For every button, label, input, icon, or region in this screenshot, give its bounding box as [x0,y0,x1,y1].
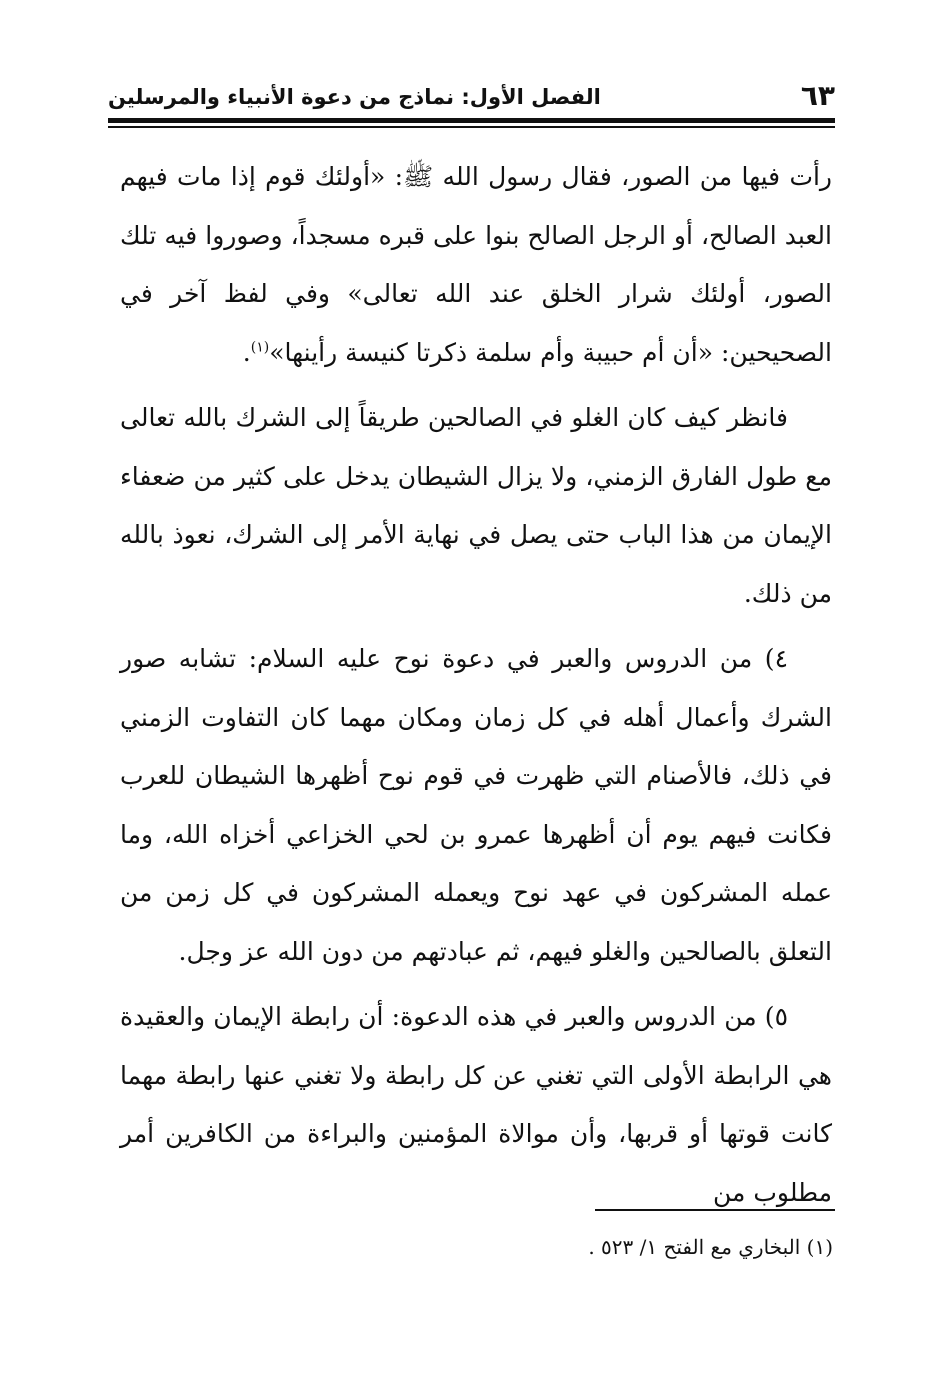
paragraph-3: ٤) من الدروس والعبر في دعوة نوح عليه السلام: تشابه صور الشرك وأعمال أهله في كل زمان ومكان مهما كان التفاوت الزمني في ذلك، فالأصنام التي ظهرت في قوم نوح أظهرها الشيطان للعرب فكانت فيهم يوم أن أظهرها عمرو بن لحي الخزاعي أخزاه الله، وما عمله المشركون في عهد نوح ويعمله المشركون في كل زمن من التعلق بالصالحين والغلو فيهم، ثم عبادتهم من دون الله عز وجل. [120,644,832,966]
footnote-separator [595,1209,835,1211]
running-title: الفصل الأول: نماذج من دعوة الأنبياء والمرسلين [108,85,601,109]
footnote-reference: (١) [250,339,270,356]
footnote-1: (١) البخاري مع الفتح ١/ ٥٢٣ . [588,1235,833,1259]
paragraph-1-text: رأت فيها من الصور، فقال رسول الله ﷺ: «أولئك قوم إذا مات فيهم العبد الصالح، أو الرجل الصالح بنوا على قبره مسجداً، وصوروا فيه تلك الصور، أولئك شرار الخلق عند الله تعالى» وفي لفظ آخر في الصحيحين: «أن أم حبيبة وأم سلمة ذكرتا كنيسة رأينها» [120,162,832,367]
paragraph-2: فانظر كيف كان الغلو في الصالحين طريقاً إلى الشرك بالله تعالى مع طول الفارق الزمني، ولا يزال الشيطان يدخل على كثير من ضعفاء الإيمان من هذا الباب حتى يصل في نهاية الأمر إلى الشرك، نعوذ بالله من ذلك. [120,403,832,608]
page-header [108,78,835,116]
header-rule-thin [108,126,835,128]
paragraph-1-end: . [242,337,251,367]
header-rule-thick [108,118,835,123]
paragraph-4: ٥) من الدروس والعبر في هذه الدعوة: أن رابطة الإيمان والعقيدة هي الرابطة الأولى التي تغني عن كل رابطة ولا تغني عنها رابطة مهما كانت قوتها أو قربها، وأن موالاة المؤمنين والبراءة من الكافرين أمر مطلوب من [120,1002,832,1207]
paragraph-1 [120,148,832,382]
page-number: ٦٣ [800,79,835,112]
main-text [120,148,832,1229]
